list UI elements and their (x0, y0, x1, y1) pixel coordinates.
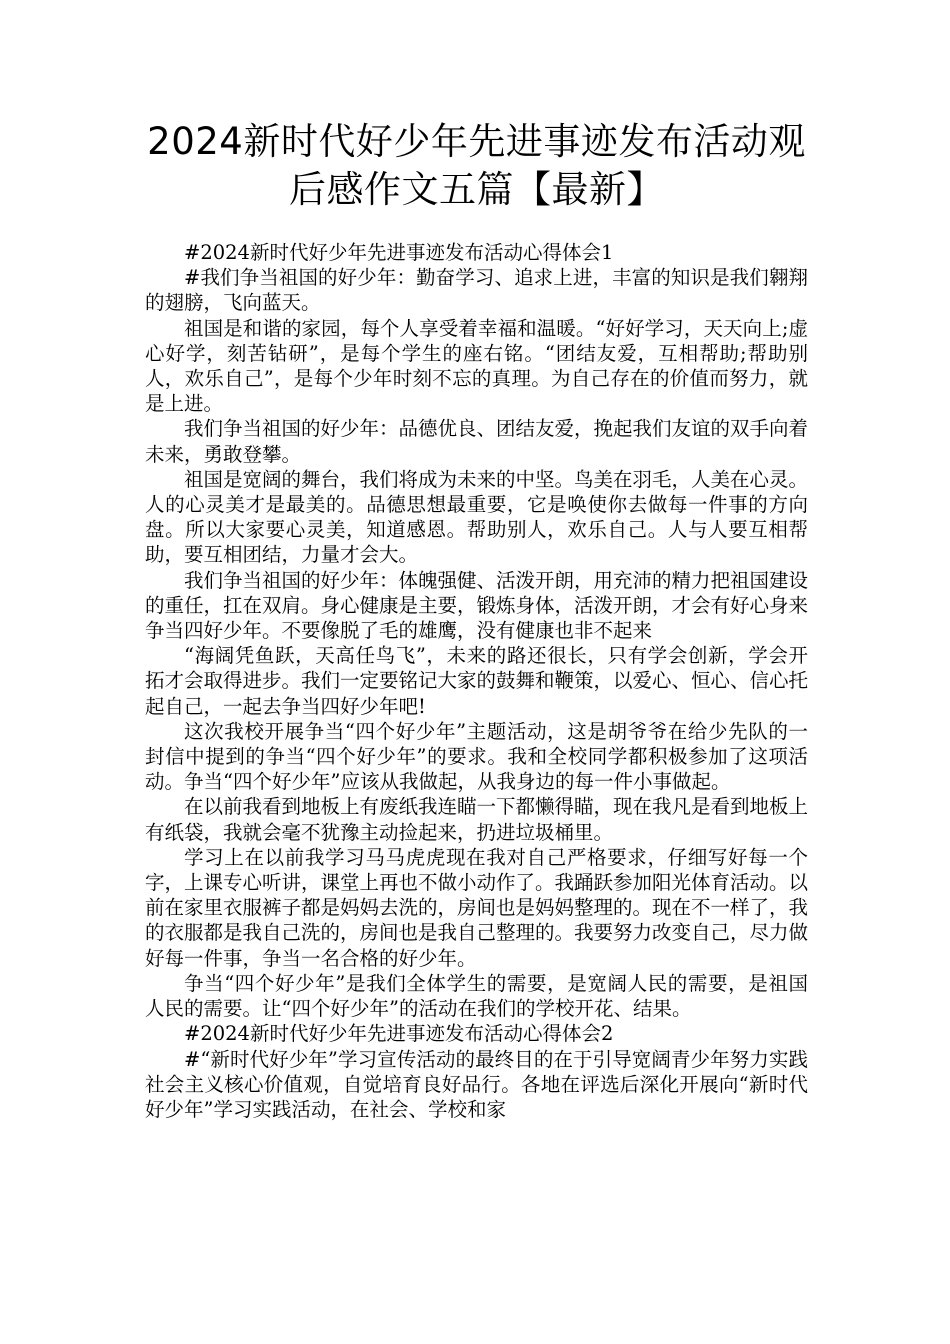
title-line-1: 2024新时代好少年先进事迹发布活动观 (147, 120, 806, 163)
paragraph-3: 祖国是和谐的家园，每个人享受着幸福和温暖。“好好学习，天天向上;虚心好学，刻苦钻研”，是每个学生的座右铭。“团结友爱，互相帮助;帮助别人，欢乐自己”，是每个少年时刻不忘的真理。为自己存在的价值而努力，就是上进。 (145, 316, 808, 416)
paragraph-8: 这次我校开展争当“四个好少年”主题活动，这是胡爷爷在给少先队的一封信中提到的争当“四个好少年”的要求。我和全校同学都积极参加了这项活动。争当“四个好少年”应该从我做起，从我身边的每一件小事做起。 (145, 719, 808, 794)
paragraph-5: 祖国是宽阔的舞台，我们将成为未来的中坚。鸟美在羽毛，人美在心灵。人的心灵美才是最美的。品德思想最重要，它是唤使你去做每一件事的方向盘。所以大家要心灵美，知道感恩。帮助别人，欢乐自己。人与人要互相帮助，要互相团结，力量才会大。 (145, 467, 809, 567)
paragraph-10: 学习上在以前我学习马马虎虎现在我对自己严格要求，仔细写好每一个字，上课专心听讲，课堂上再也不做小动作了。我踊跃参加阳光体育活动。以前在家里衣服裤子都是妈妈去洗的，房间也是妈妈整理的。现在不一样了，我的衣服都是我自己洗的，房间也是我自己整理的。我要努力改变自己，尽力做好每一件事，争当一名合格的好少年。 (145, 845, 809, 970)
paragraph-2: #我们争当祖国的好少年：勤奋学习、追求上进，丰富的知识是我们翱翔的翅膀，飞向蓝天。 (145, 266, 808, 315)
paragraph-1: #2024新时代好少年先进事迹发布活动心得体会1 (184, 241, 614, 264)
document-title (145, 118, 808, 214)
paragraph-4: 我们争当祖国的好少年：品德优良、团结友爱，挽起我们友谊的双手向着未来，勇敢登攀。 (145, 417, 809, 466)
paragraph-9: 在以前我看到地板上有废纸我连瞄一下都懒得瞄，现在我凡是看到地板上有纸袋，我就会毫不犹豫主动捡起来，扔进垃圾桶里。 (145, 795, 809, 844)
paragraph-11: 争当“四个好少年”是我们全体学生的需要，是宽阔人民的需要，是祖国人民的需要。让“四个好少年”的活动在我们的学校开花、结果。 (145, 971, 808, 1021)
title-line-2: 后感作文五篇【最新】 (289, 168, 664, 211)
paragraph-12: #2024新时代好少年先进事迹发布活动心得体会2 (184, 1022, 614, 1046)
document-body (145, 240, 808, 1122)
paragraph-6: 我们争当祖国的好少年：体魄强健、活泼开朗，用充沛的精力把祖国建设的重任，扛在双肩。身心健康是主要，锻炼身体，活泼开朗，才会有好心身来争当四好少年。不要像脱了毛的雄鹰，没有健康也非不起来 (145, 568, 809, 643)
paragraph-13: #“新时代好少年”学习宣传活动的最终目的在于引导宽阔青少年努力实践社会主义核心价值观，自觉培育良好品行。各地在评选后深化开展向“新时代好少年”学习实践活动，在社会、学校和家 (145, 1047, 808, 1121)
paragraph-7: “海阔凭鱼跃，天高任鸟飞”，未来的路还很长，只有学会创新，学会开拓才会取得进步。我们一定要铭记大家的鼓舞和鞭策，以爱心、恒心、信心托起自己，一起去争当四好少年吧! (145, 644, 809, 718)
